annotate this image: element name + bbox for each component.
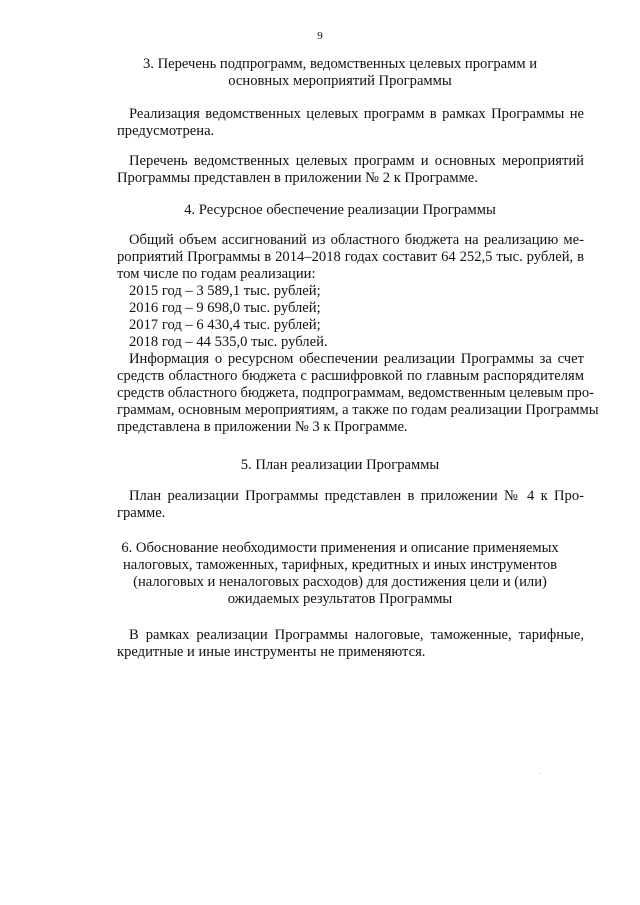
section-3-paragraph-1 xyxy=(117,106,584,140)
section-6-heading-line: ожидаемых результатов Программы xyxy=(227,591,453,607)
paragraph-line: средств областного бюджета с расшифровкой по главным распорядителям xyxy=(117,368,584,384)
paragraph-line: граммам, основным мероприятиям, а также по годам реализации Программы xyxy=(117,402,599,418)
section-6-paragraph-1 xyxy=(117,627,584,661)
paragraph-line: предусмотрена. xyxy=(117,123,215,139)
paragraph-line: В рамках реализации Программы налоговые, таможенные, тарифные, xyxy=(129,627,584,643)
page-number: 9 xyxy=(317,30,323,42)
section-5-heading xyxy=(100,457,580,474)
section-6-heading-line: (налоговых и неналоговых расходов) для достижения цели и (или) xyxy=(133,574,547,590)
paragraph-line: представлена в приложении № 3 к Программе. xyxy=(117,419,408,435)
section-3-heading-line: основных мероприятий Программы xyxy=(228,73,452,89)
section-4-paragraph-1 xyxy=(117,232,584,283)
funding-year-item: 2015 год – 3 589,1 тыс. рублей; xyxy=(129,283,321,299)
funding-year-item: 2017 год – 6 430,4 тыс. рублей; xyxy=(129,317,321,333)
paragraph-line: Информация о ресурсном обеспечении реализации Программы за счет xyxy=(129,351,584,367)
section-6-heading xyxy=(100,540,580,608)
section-5-heading-line: 5. План реализации Программы xyxy=(240,457,440,473)
funding-year-item: 2018 год – 44 535,0 тыс. рублей. xyxy=(129,334,328,350)
section-3-paragraph-2 xyxy=(117,153,584,187)
paragraph-line: грамме. xyxy=(117,505,166,521)
scan-speck xyxy=(540,773,541,774)
paragraph-line: Программы представлен в приложении № 2 к Программе. xyxy=(117,170,478,186)
section-6-heading-line: 6. Обоснование необходимости применения и описание применяемых xyxy=(121,540,559,556)
section-6-heading-line: налоговых, таможенных, тарифных, кредитных и иных инструментов xyxy=(122,557,558,573)
paragraph-line: Перечень ведомственных целевых программ и основных мероприятий xyxy=(129,153,584,169)
section-3-heading-line: 3. Перечень подпрограмм, ведомственных целевых программ и xyxy=(142,56,538,72)
paragraph-line: кредитные и иные инструменты не применяются. xyxy=(117,644,426,660)
section-3-heading xyxy=(100,56,580,90)
section-5-paragraph-1 xyxy=(117,488,584,522)
section-4-heading xyxy=(100,202,580,219)
section-4-heading-line: 4. Ресурсное обеспечение реализации Программы xyxy=(184,202,496,218)
paragraph-line: План реализации Программы представлен в приложении № 4 к Про- xyxy=(129,488,584,504)
paragraph-line: средств областного бюджета, подпрограммам, ведомственным целевым про- xyxy=(117,385,594,401)
funding-by-year-list xyxy=(117,283,584,351)
paragraph-line: том числе по годам реализации: xyxy=(117,266,316,282)
paragraph-line: Реализация ведомственных целевых программ в рамках Программы не xyxy=(129,106,584,122)
funding-year-item: 2016 год – 9 698,0 тыс. рублей; xyxy=(129,300,321,316)
paragraph-line: Общий объем ассигнований из областного бюджета на реализацию ме- xyxy=(129,232,584,248)
section-4-paragraph-2 xyxy=(117,351,599,436)
paragraph-line: роприятий Программы в 2014–2018 годах составит 64 252,5 тыс. рублей, в xyxy=(117,249,584,265)
